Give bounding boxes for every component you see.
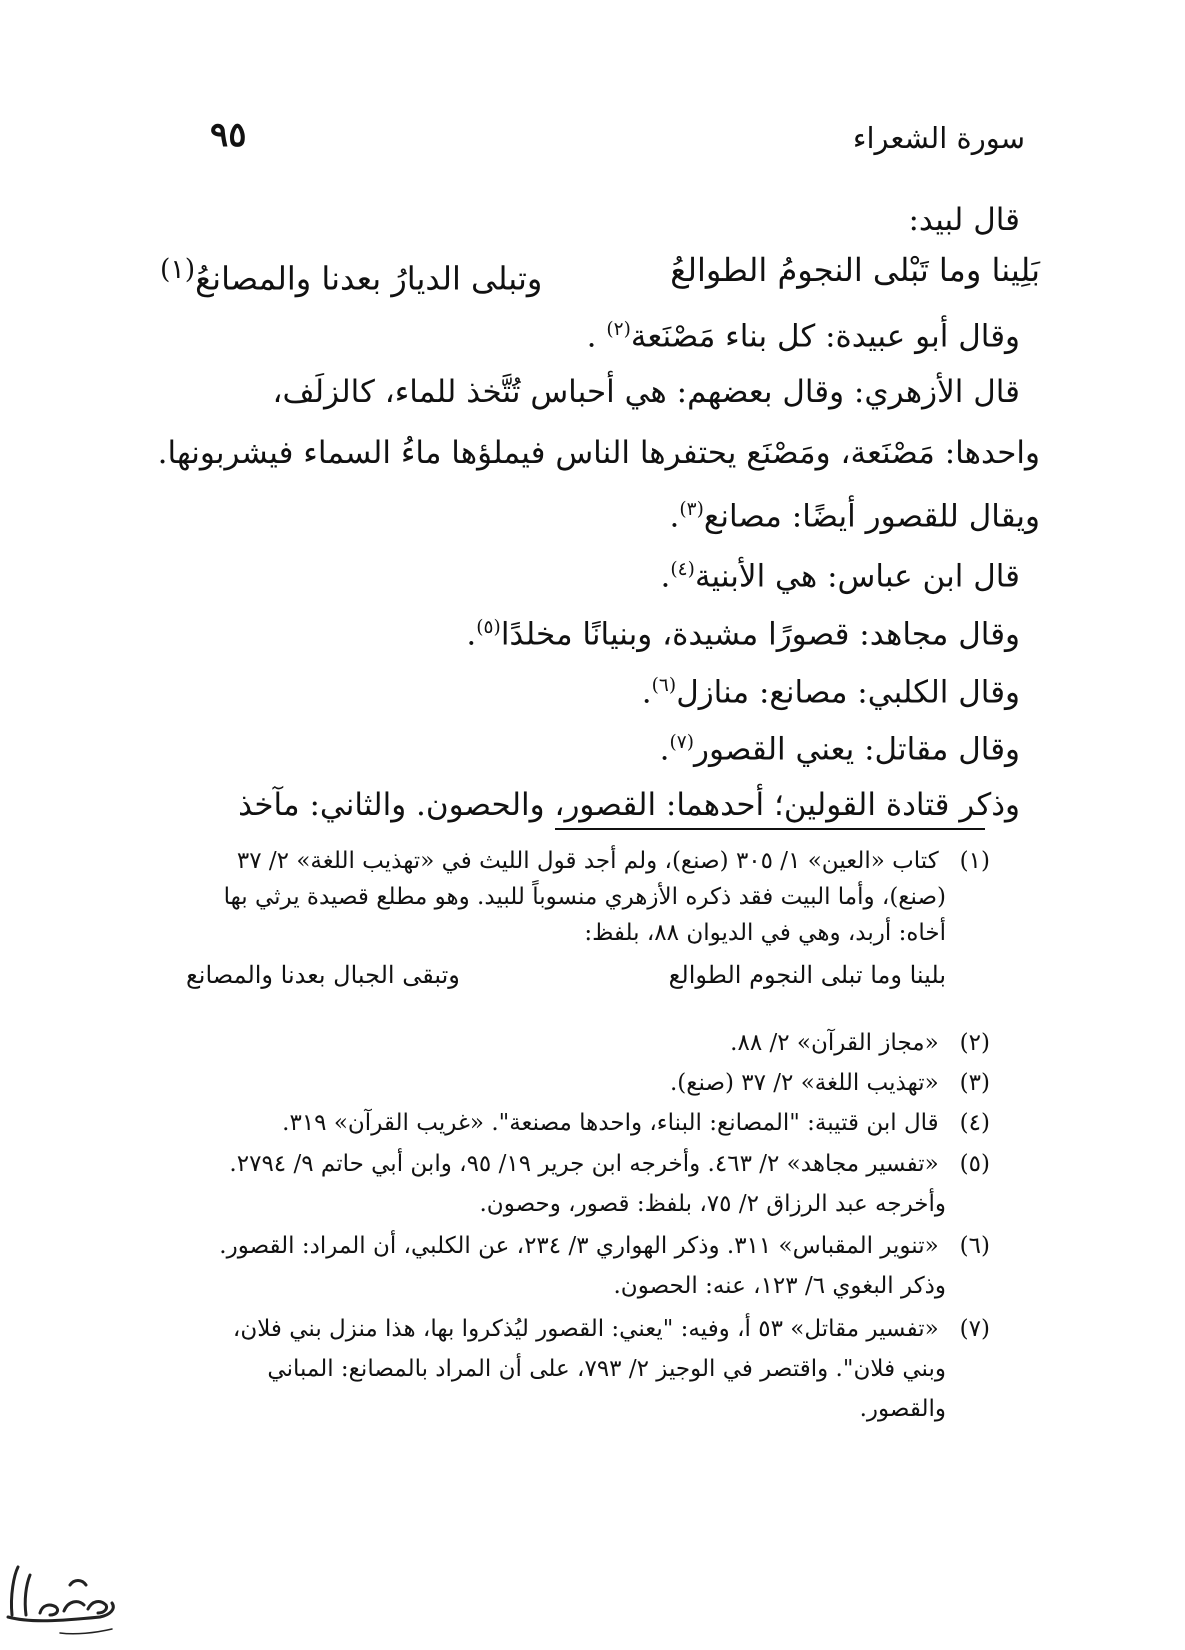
text-line-content: وقال مجاهد: قصورًا مشيدة، وبنيانًا مخلدًا bbox=[500, 616, 1020, 653]
footnote-verse-first: بلينا وما تبلى النجوم الطوالع bbox=[668, 961, 946, 989]
verse-first-hemistich-text: بَلِينا وما تَبْلى النجومُ الطوالعُ bbox=[670, 251, 1040, 289]
footnote-2 bbox=[730, 1025, 990, 1061]
footnote-3 bbox=[670, 1065, 990, 1101]
text-line-content: ويقال للقصور أيضًا: مصانع bbox=[703, 498, 1040, 535]
text-line bbox=[466, 608, 1020, 654]
footnote-text: «تفسير مجاهد» ٢/ ٤٦٣. وأخرجه ابن جرير ١٩/ ٩٥، وابن أبي حاتم ٩/ ٢٧٩٤. bbox=[229, 1151, 939, 1177]
verse-first-hemistich bbox=[670, 250, 1040, 299]
text-line bbox=[660, 723, 1020, 769]
verse-second-hemistich-text: وتبلى الديارُ بعدنا والمصانعُ bbox=[195, 259, 543, 298]
footnote-marker: (٣) bbox=[679, 499, 704, 520]
text-line-content: وقال أبو عبيدة: كل بناء مَصْنَعة bbox=[630, 318, 1020, 355]
footnote-text: «تنوير المقباس» ٣١١. وذكر الهواري ٣/ ٢٣٤، عن الكلبي، أن المراد: القصور. bbox=[219, 1233, 939, 1259]
footnote-number: (٥) bbox=[959, 1151, 990, 1177]
text-line-content: واحدها: مَصْنَعة، ومَصْنَع يحتفرها الناس فيملؤها ماءُ السماء فيشربونها. bbox=[157, 435, 1040, 471]
publisher-logo bbox=[0, 1545, 125, 1645]
text-line-content: قال لبيد: bbox=[908, 202, 1020, 238]
footnote-text: كتاب «العين» ١/ ٣٠٥ (صنع)، ولم أجد قول الليث في «تهذيب اللغة» ٢/ ٣٧ bbox=[236, 848, 939, 874]
footnote-marker: (١) bbox=[160, 254, 196, 285]
footnote-text: «مجاز القرآن» ٢/ ٨٨. bbox=[730, 1030, 939, 1056]
footnote-marker: (٧) bbox=[669, 732, 695, 753]
page-header bbox=[210, 115, 1025, 165]
footnote-line: والقصور. bbox=[859, 1396, 946, 1422]
footnote-number: (٦) bbox=[959, 1233, 990, 1259]
logo-calligraphy bbox=[8, 1567, 113, 1634]
footnote-number: (١) bbox=[959, 848, 990, 874]
text-line-end: . bbox=[659, 731, 670, 768]
text-line-content: قال ابن عباس: هي الأبنية bbox=[694, 558, 1020, 595]
footnote-line: أخاه: أربد، وهي في الديوان ٨٨، بلفظ: bbox=[584, 920, 946, 946]
text-line-end: . bbox=[641, 674, 652, 711]
text-line-end: . bbox=[586, 318, 607, 355]
footnote-marker: (٤) bbox=[670, 559, 695, 580]
footnote-text: «تهذيب اللغة» ٢/ ٣٧ (صنع). bbox=[669, 1070, 939, 1096]
footnote-verse-second: وتبقى الجبال بعدنا والمصانع bbox=[186, 961, 460, 989]
footnote-line bbox=[237, 843, 990, 879]
verse-second-hemistich bbox=[160, 250, 542, 299]
text-line bbox=[908, 200, 1020, 240]
footnote-separator bbox=[555, 828, 985, 830]
text-line-content: وذكر قتادة القولين؛ أحدهما: القصور، والحصون. والثاني: مآخذ bbox=[238, 787, 1020, 823]
text-line-content: قال الأزهري: وقال بعضهم: هي أحباس تُتَّخذ للماء، كالزلَف، bbox=[272, 374, 1020, 410]
text-line bbox=[158, 433, 1040, 473]
footnote-number: (٢) bbox=[959, 1030, 990, 1056]
page-number: ٩٥ bbox=[210, 115, 247, 155]
footnote-7 bbox=[233, 1311, 990, 1347]
text-line bbox=[587, 310, 1020, 356]
footnote-marker: (٢) bbox=[606, 319, 631, 340]
footnote-line: وبني فلان". واقتصر في الوجيز ٢/ ٧٩٣، على أن المراد بالمصانع: المباني bbox=[267, 1356, 946, 1382]
footnote-4 bbox=[282, 1105, 990, 1141]
footnote-line: وأخرجه عبد الرزاق ٢/ ٧٥، بلفظ: قصور، وحصون. bbox=[479, 1191, 946, 1217]
footnote-number: (٣) bbox=[959, 1070, 990, 1096]
text-line-content: وقال الكلبي: مصانع: منازل bbox=[676, 674, 1020, 711]
text-line-content: وقال مقاتل: يعني القصور bbox=[694, 731, 1020, 768]
text-line bbox=[238, 785, 1020, 825]
footnote-number: (٤) bbox=[959, 1110, 990, 1136]
verse bbox=[160, 250, 1040, 299]
text-line bbox=[661, 550, 1020, 596]
running-title: سورة الشعراء bbox=[852, 121, 1025, 155]
footnote-marker: (٥) bbox=[476, 617, 501, 638]
text-line-end: . bbox=[669, 498, 680, 535]
footnote-number: (٧) bbox=[959, 1316, 990, 1342]
text-line-end: . bbox=[466, 616, 477, 653]
text-line bbox=[669, 490, 1040, 536]
footnote-verse bbox=[186, 957, 946, 993]
text-line-end: . bbox=[660, 558, 671, 595]
footnote-5 bbox=[229, 1146, 990, 1182]
footnote-line: وذكر البغوي ٦/ ١٢٣، عنه: الحصون. bbox=[613, 1273, 946, 1299]
text-line bbox=[273, 372, 1020, 412]
footnote-text: «تفسير مقاتل» ٥٣ أ، وفيه: "يعني: القصور ليُذكروا بها، هذا منزل بني فلان، bbox=[232, 1316, 939, 1342]
footnote-marker: (٦) bbox=[651, 675, 677, 696]
footnote-6 bbox=[219, 1228, 990, 1264]
text-line bbox=[642, 666, 1020, 712]
footnote-text: قال ابن قتيبة: "المصانع: البناء، واحدها مصنعة". «غريب القرآن» ٣١٩. bbox=[282, 1110, 939, 1136]
footnote-line: (صنع)، وأما البيت فقد ذكره الأزهري منسوباً للبيد. وهو مطلع قصيدة يرثي بها bbox=[223, 884, 946, 910]
